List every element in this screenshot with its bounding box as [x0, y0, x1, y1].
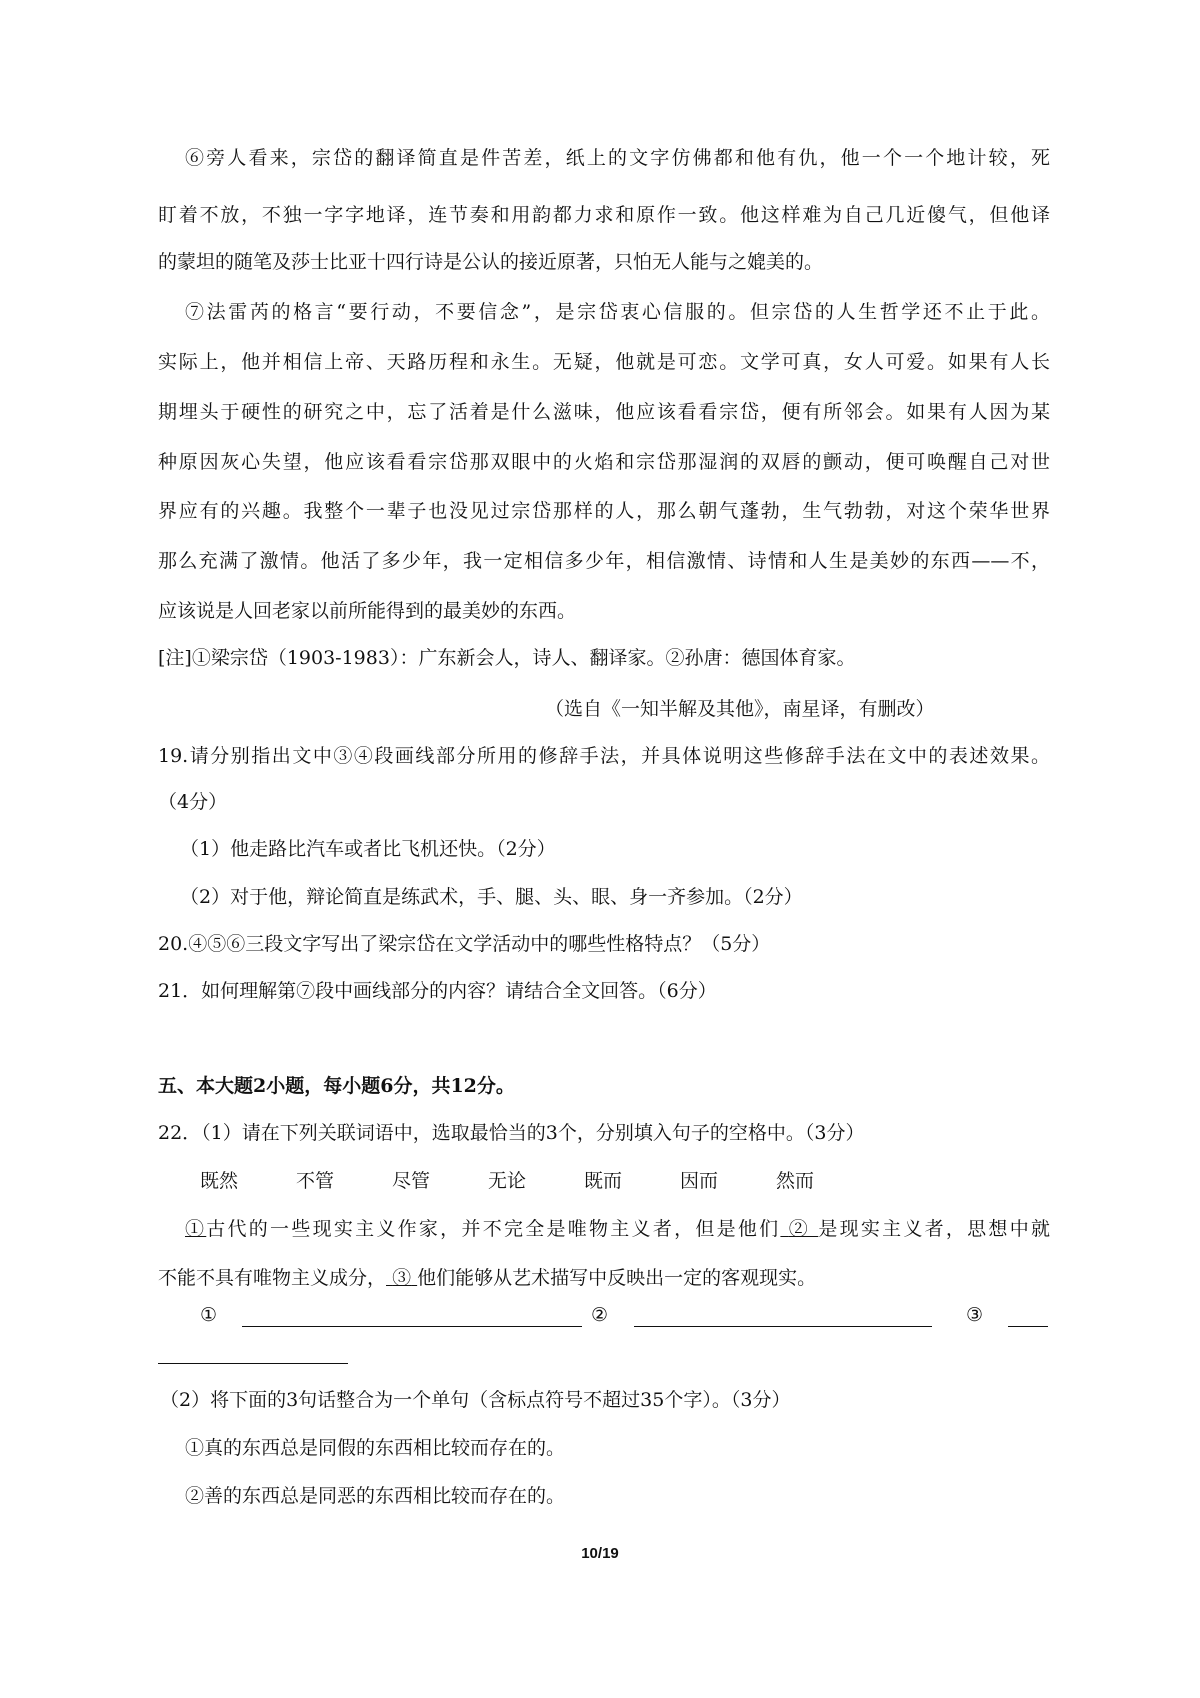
page-number: 10/19 [581, 1545, 619, 1562]
sentence-text: 古代的一些现实主义作家，并不完全是唯物主义者，但是他们 [206, 1218, 781, 1240]
question-22-part-1: 22．（1）请在下列关联词语中，选取最恰当的3个，分别填入句子的空格中。（3分） [158, 1122, 865, 1144]
sentence-text: 不能不具有唯物主义成分， [158, 1267, 387, 1289]
answer-label-1: ① [200, 1304, 218, 1326]
answer-blank-1[interactable] [242, 1304, 582, 1327]
paragraph-6-line-2: 盯着不放，不独一字字地译，连节奏和用韵都力求和原作一致。他这样难为自己几近傻气，但他译 [158, 204, 1050, 226]
question-22-sentence-line-2 [158, 1263, 816, 1293]
answer-blank-2[interactable] [634, 1304, 932, 1327]
option-word: 不管 [296, 1170, 335, 1192]
paragraph-7-line-1: ⑦法雷芮的格言“要行动，不要信念”，是宗岱衷心信服的。但宗岱的人生哲学还不止于此。 [185, 301, 1050, 323]
option-word: 既而 [584, 1170, 623, 1192]
answer-blank-3-continued[interactable] [158, 1341, 348, 1364]
blank-marker-1: ① [185, 1218, 207, 1240]
paragraph-7-line-7: 应该说是人回老家以前所能得到的最美妙的东西。 [158, 600, 577, 622]
question-20: 20.④⑤⑥三段文字写出了梁宗岱在文学活动中的哪些性格特点？（5分） [158, 933, 771, 955]
answer-label-3: ③ [966, 1304, 984, 1326]
paragraph-7-line-4: 种原因灰心失望，他应该看看宗岱那双眼中的火焰和宗岱那湿润的双唇的颤动，便可唤醒自己对世 [158, 451, 1050, 473]
question-22-sentence-line-1 [185, 1214, 1050, 1244]
paragraph-7-line-6: 那么充满了激情。他活了多少年，我一定相信多少年，相信激情、诗情和人生是美妙的东西——不， [158, 550, 1050, 572]
question-21: 21．如何理解第⑦段中画线部分的内容？请结合全文回答。（6分） [158, 980, 717, 1002]
section-5-heading: 五、本大题2小题，每小题6分，共12分。 [158, 1075, 515, 1097]
question-19-score: （4分） [158, 791, 228, 813]
paragraph-7-line-5: 界应有的兴趣。我整个一辈子也没见过宗岱那样的人，那么朝气蓬勃，生气勃勃，对这个荣华世界 [158, 500, 1050, 522]
paragraph-7-line-3: 期埋头于硬性的研究之中，忘了活着是什么滋味，他应该看看宗岱，便有所邻会。如果有人因为某 [158, 401, 1050, 423]
option-word: 既然 [200, 1170, 239, 1192]
paragraph-6-line-3: 的蒙坦的随笔及莎士比亚十四行诗是公认的接近原著，只怕无人能与之媲美的。 [158, 251, 824, 273]
sentence-text: 是现实主义者，思想中就 [818, 1218, 1050, 1240]
source-citation: （选自《一知半解及其他》，南星译，有删改） [545, 698, 935, 720]
question-19-part-1: （1）他走路比汽车或者比飞机还快。（2分） [180, 838, 556, 860]
option-word: 尽管 [392, 1170, 431, 1192]
question-19-part-2: （2）对于他，辩论简直是练武术，手、腿、头、眼、身一齐参加。（2分） [180, 886, 803, 908]
option-word: 无论 [488, 1170, 527, 1192]
paragraph-7-line-2: 实际上，他并相信上帝、天路历程和永生。无疑，他就是可恋。文学可真，女人可爱。如果有人长 [158, 351, 1050, 373]
blank-marker-2: ② [788, 1218, 810, 1240]
paragraph-6-line-1: ⑥旁人看来，宗岱的翻译简直是件苦差，纸上的文字仿佛都和他有仇，他一个一个地计较，死 [185, 147, 1050, 169]
statement-1: ①真的东西总是同假的东西相比较而存在的。 [185, 1437, 566, 1459]
answer-blank-3[interactable] [1008, 1304, 1048, 1327]
option-word: 因而 [680, 1170, 719, 1192]
option-word: 然而 [776, 1170, 815, 1192]
blank-marker-3: ③ [392, 1267, 412, 1289]
question-22-part-2: （2）将下面的3句话整合为一个单句（含标点符号不超过35个字）。（3分） [160, 1389, 791, 1411]
question-19: 19.请分别指出文中③④段画线部分所用的修辞手法，并具体说明这些修辞手法在文中的表述效果。 [158, 745, 1050, 767]
sentence-text: 他们能够从艺术描写中反映出一定的客观现实。 [417, 1267, 817, 1289]
answer-label-2: ② [591, 1304, 609, 1326]
statement-2: ②善的东西总是同恶的东西相比较而存在的。 [185, 1485, 566, 1507]
footnote: [注]①梁宗岱（1903-1983）：广东新会人，诗人、翻译家。②孙唐：德国体育家。 [158, 647, 856, 669]
